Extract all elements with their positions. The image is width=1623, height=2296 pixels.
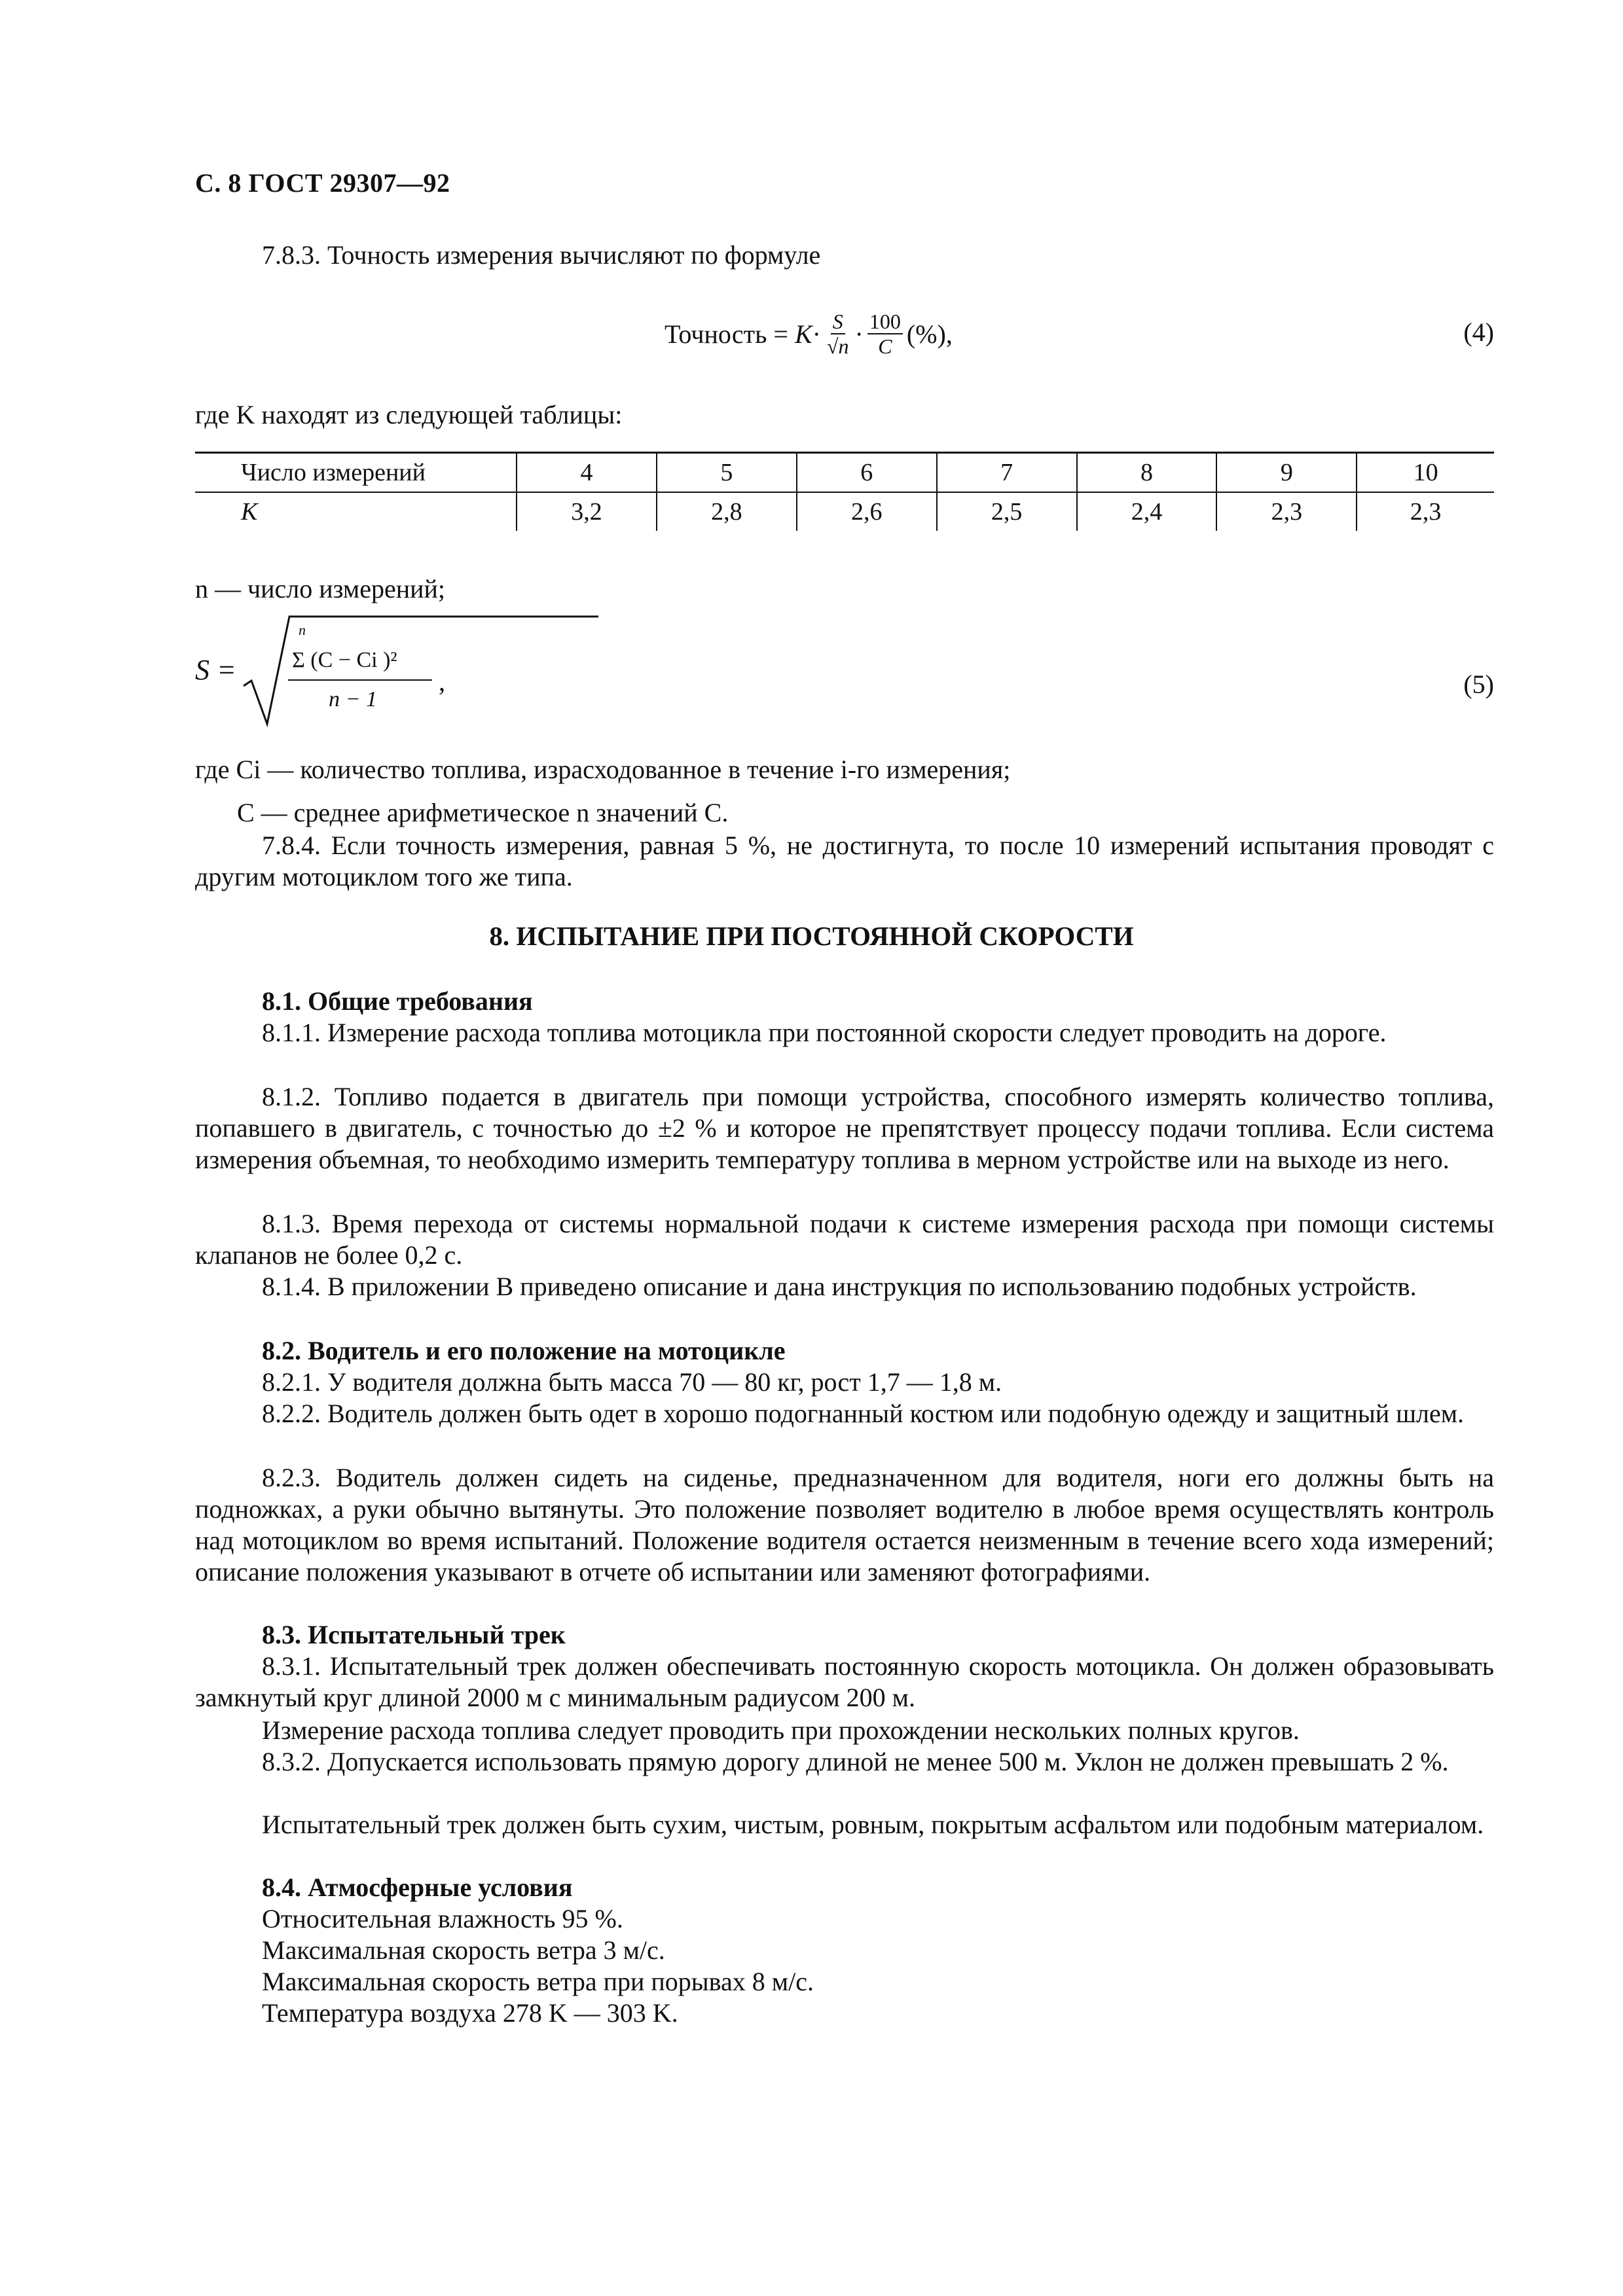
paragraph-8-3-2: 8.3.2. Допускается использовать прямую дорогу длиной не менее 500 м. Уклон не должен превышать 2 %. <box>262 1747 1449 1776</box>
k-table-header-cell: 10 <box>1357 453 1494 493</box>
formula-5-s: S = <box>195 654 236 686</box>
k-table-value-cell: K <box>241 498 258 526</box>
formula-4-fraction-100-c <box>867 310 903 358</box>
formula-4 <box>665 302 953 365</box>
k-table-header-cell: 7 <box>937 453 1077 493</box>
heading-8-3: 8.3. Испытательный трек <box>262 1620 566 1649</box>
formula-4-c: C <box>878 334 892 358</box>
k-table-header-cell: 9 <box>1216 453 1357 493</box>
paragraph-8-2-3: 8.2.3. Водитель должен сидеть на сиденье, предназначенном для водителя, ноги его должны быть на подножках, а руки обычно вытянуты. Это положение позволяет водителю в любое время осуществлять контроль над мотоциклом во время испытаний. Положение водителя остается неизменным в течение всего хода измерений; описание положения указывают в отчете об испытании или заменяют фотографиями. <box>195 1463 1494 1587</box>
k-table-header-cell: 5 <box>657 453 797 493</box>
paragraph-8-2-2: 8.2.2. Водитель должен быть одет в хорошо подогнанный костюм или подобную одежду и защитный шлем. <box>262 1399 1465 1428</box>
paragraph-8-2-1: 8.2.1. У водителя должна быть масса 70 — 80 кг, рост 1,7 — 1,8 м. <box>262 1367 1002 1397</box>
k-table-value-cell: 2,5 <box>937 492 1077 531</box>
formula-5-denominator: n − 1 <box>329 687 377 711</box>
cbar-definition: C — среднее арифметическое n значений C. <box>237 798 729 827</box>
heading-8-2: 8.2. Водитель и его положение на мотоцикле <box>262 1336 786 1365</box>
equation-number-5: (5) <box>1463 670 1494 699</box>
k-table-value-cell: 2,4 <box>1077 492 1217 531</box>
heading-8-4: 8.4. Атмосферные условия <box>262 1873 573 1902</box>
k-table-value-cell: 2,3 <box>1216 492 1357 531</box>
paragraph-8-3-1: 8.3.1. Испытательный трек должен обеспечивать постоянную скорость мотоцикла. Он должен образовывать замкнутый круг длиной 2000 м с минимальным радиусом 200 м. <box>195 1651 1494 1712</box>
formula-4-hundred: 100 <box>867 310 903 334</box>
formula-5 <box>195 609 522 740</box>
equation-number-4: (4) <box>1463 317 1494 347</box>
ci-definition: где Ci — количество топлива, израсходованное в течение i-го измерения; <box>195 755 1011 784</box>
wind-speed-line: Максимальная скорость ветра 3 м/с. <box>262 1935 665 1965</box>
k-table-value-cell: 3,2 <box>517 492 657 531</box>
formula-5-fraction-bar <box>288 679 432 681</box>
paragraph-8-3-1-continued: Измерение расхода топлива следует проводить при прохождении нескольких полных кругов. <box>262 1715 1300 1745</box>
where-k-text: где K находят из следующей таблицы: <box>195 400 623 429</box>
air-temperature-line: Температура воздуха 278 K — 303 K. <box>262 1998 678 2028</box>
formula-5-numerator: Σ (C − Ci )² <box>292 648 397 672</box>
formula-4-fraction-s-sqrt-n <box>825 310 851 358</box>
k-table-header-cell: 8 <box>1077 453 1217 493</box>
formula-5-comma: , <box>439 667 445 696</box>
heading-8-1: 8.1. Общие требования <box>262 986 533 1016</box>
page-header: С. 8 ГОСТ 29307—92 <box>195 168 450 198</box>
k-table-value-row <box>195 492 1494 531</box>
gust-speed-line: Максимальная скорость ветра при порывах 8 м/с. <box>262 1967 814 1996</box>
paragraph-8-1-1: 8.1.1. Измерение расхода топлива мотоцикла при постоянной скорости следует проводить на дороге. <box>262 1018 1387 1047</box>
formula-4-lhs: Точность = <box>665 319 788 349</box>
paragraph-8-3-2-continued: Испытательный трек должен быть сухим, чистым, ровным, покрытым асфальтом или подобным материалом. <box>262 1810 1484 1839</box>
k-table-header-cell: Число измерений <box>195 453 517 493</box>
formula-4-sqrt-n: √n <box>826 334 849 358</box>
formula-4-k: K <box>794 319 812 349</box>
formula-4-dot-1: · <box>812 319 821 349</box>
paragraph-8-1-2: 8.1.2. Топливо подается в двигатель при помощи устройства, способного измерять количество топлива, попавшего в двигатель, с точностью до ±2 % и которое не препятствует процессу подачи топлива. Если система измерения объемная, то необходимо измерить температуру топлива в мерном устройстве или на выходе из него. <box>195 1082 1494 1174</box>
formula-4-s: S <box>831 310 845 334</box>
paragraph-8-1-3: 8.1.3. Время перехода от системы нормальной подачи к системе измерения расхода при помощи системы клапанов не более 0,2 с. <box>195 1209 1494 1270</box>
section-8-title: 8. ИСПЫТАНИЕ ПРИ ПОСТОЯННОЙ СКОРОСТИ <box>489 921 1134 951</box>
n-definition: n — число измерений; <box>195 574 446 603</box>
formula-4-dot-2: · <box>854 319 864 349</box>
k-table <box>195 452 1494 531</box>
k-table-value-cell: 2,8 <box>657 492 797 531</box>
k-table-value-cell: 2,3 <box>1357 492 1494 531</box>
paragraph-8-1-4: 8.1.4. В приложении В приведено описание и дана инструкция по использованию подобных устройств. <box>262 1272 1417 1301</box>
k-table-header-cell: 4 <box>517 453 657 493</box>
k-table-header-cell: 6 <box>797 453 937 493</box>
formula-4-tail: (%), <box>906 319 953 349</box>
k-table-header-row <box>195 453 1494 493</box>
paragraph-7-8-3: 7.8.3. Точность измерения вычисляют по формуле <box>262 240 821 270</box>
paragraph-7-8-4: 7.8.4. Если точность измерения, равная 5 %, не достигнута, то после 10 измерений испытания проводят с другим мотоциклом того же типа. <box>195 831 1494 891</box>
k-table-value-cell: 2,6 <box>797 492 937 531</box>
formula-5-sum-upper-limit: n <box>299 622 306 638</box>
humidity-line: Относительная влажность 95 %. <box>262 1904 623 1933</box>
